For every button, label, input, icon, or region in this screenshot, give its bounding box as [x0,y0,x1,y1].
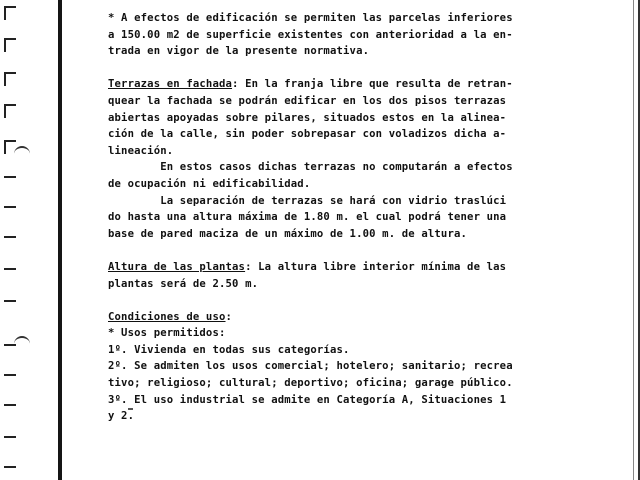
section-heading-altura: Altura de las plantas [108,260,246,273]
stray-mark [128,408,133,410]
text-line: 3º. El uso industrial se admite en Categoría A, Situaciones 1 [108,393,507,406]
text-line: lineación. [108,144,174,157]
margin-corner-mark [4,6,16,20]
text-fragment: : En la franja libre que resulta de retran- [232,78,513,91]
paragraph-gap [108,242,608,259]
text-line: y 2. [108,410,135,423]
section-heading-condiciones: Condiciones de uso [108,310,226,323]
margin-dash-mark [4,176,16,178]
document-text [108,10,608,425]
margin-dash-mark [4,300,16,302]
text-line: abiertas apoyadas sobre pilares, situados estos en la alinea- [108,111,507,124]
text-line: tivo; religioso; cultural; deportivo; oficina; garage público. [108,377,513,390]
text-line: * Usos permitidos: [108,327,226,340]
text-line [108,259,608,276]
margin-corner-mark [4,104,16,118]
margin-corner-mark [4,72,16,86]
text-line: trada en vigor de la presente normativa. [108,45,370,58]
text-line: 2º. Se admiten los usos comercial; hotelero; sanitario; recrea [108,360,513,373]
text-line: 1º. Vivienda en todas sus categorías. [108,343,350,356]
page-right-edge-inner [633,0,634,480]
margin-dash-mark [4,344,16,346]
margin-dash-mark [4,268,16,270]
text-line: base de pared maciza de un máximo de 1.00 m. de altura. [108,227,468,240]
margin-dash-mark [4,236,16,238]
text-line: En estos casos dichas terrazas no computarán a efectos [108,161,513,174]
margin-dash-mark [4,466,16,468]
paragraph-gap [108,60,608,77]
text-line [108,309,608,326]
margin-dash-mark [4,206,16,208]
margin-dash-mark [4,374,16,376]
margin-curl-mark [14,146,30,158]
margin-curl-mark [14,336,30,348]
text-fragment: : [225,310,233,323]
text-line: ción de la calle, sin poder sobrepasar con voladizos dicha a- [108,128,507,141]
scan-margin-marks [0,0,60,480]
margin-corner-mark [4,38,16,52]
text-line: de ocupación ni edificabilidad. [108,177,311,190]
text-line [108,76,608,93]
section-heading-terrazas: Terrazas en fachada [108,78,233,91]
text-line: plantas será de 2.50 m. [108,277,259,290]
text-line: La separación de terrazas se hará con vidrio traslúci [108,194,507,207]
text-line: a 150.00 m2 de superficie existentes con anterioridad a la en- [108,28,513,41]
page-left-edge [58,0,62,480]
paragraph-gap [108,292,608,309]
text-line: quear la fachada se podrán edificar en los dos pisos terrazas [108,94,507,107]
text-line: do hasta una altura máxima de 1.80 m. el cual podrá tener una [108,211,507,224]
margin-dash-mark [4,436,16,438]
margin-dash-mark [4,404,16,406]
text-fragment: : La altura libre interior mínima de las [245,260,507,273]
text-line: * A efectos de edificación se permiten las parcelas inferiores [108,12,513,24]
